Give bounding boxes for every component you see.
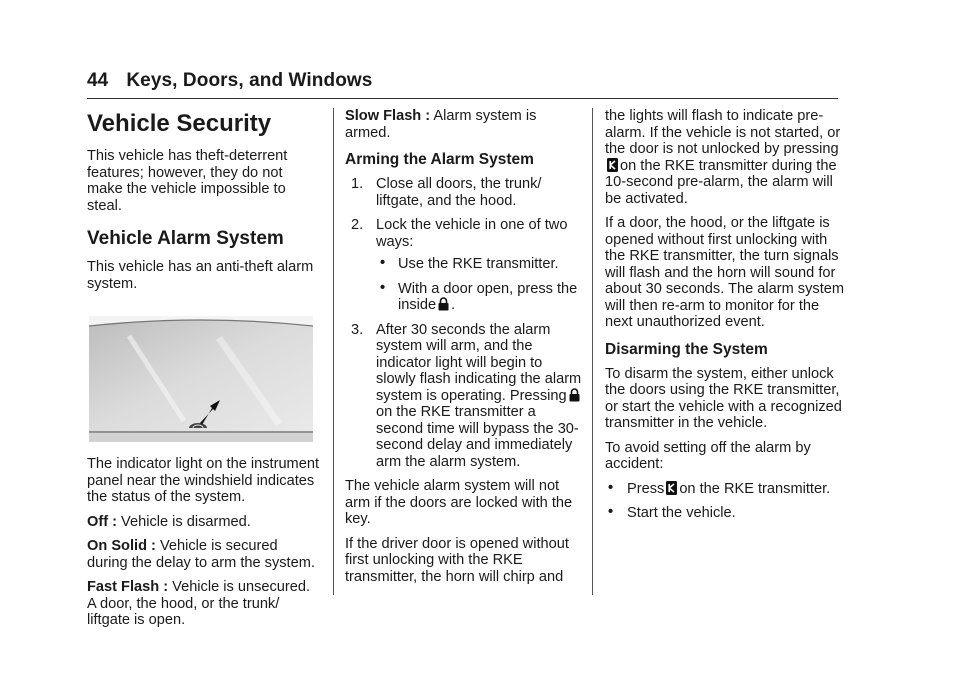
bullet: •	[608, 504, 614, 520]
status-slow-flash	[345, 108, 585, 141]
list-item	[605, 505, 845, 522]
step-number: 3.	[351, 321, 364, 338]
bullet-text: With a door open, press the inside	[398, 280, 578, 313]
lock-icon	[438, 297, 449, 311]
paragraph-pre-alarm	[605, 108, 845, 207]
paragraph-disarm: To disarm the system, either unlock the doors using the RKE transmitter, or start the vehicle with a recognized transmitter in the vehicle.	[605, 365, 842, 431]
bullet-text: Start the vehicle.	[627, 505, 736, 521]
column-divider	[333, 108, 334, 595]
status-slow-flash-label: Slow Flash :	[345, 108, 431, 124]
step-text: Lock the vehicle in one of two ways:	[376, 217, 568, 250]
status-fast-flash-text: Vehicle is unsecured. A door, the hood, or the trunk/ liftgate is open.	[87, 579, 311, 628]
heading-vehicle-security: Vehicle Security	[87, 110, 272, 137]
list-item	[345, 176, 585, 209]
paragraph-theft-deterrent: This vehicle has theft-deterrent features; however, they do not make the vehicle impossible to steal.	[87, 148, 288, 214]
lock-icon	[569, 388, 580, 402]
list-item	[345, 322, 585, 471]
windshield-indicator-illustration	[89, 316, 313, 442]
bullet: •	[608, 479, 614, 496]
paragraph-driver-door: If the driver door is opened without first unlocking with the RKE transmitter, the horn will chirp and	[345, 535, 569, 585]
status-fast-flash-label: Fast Flash :	[87, 579, 169, 595]
status-off-text: Vehicle is disarmed.	[117, 513, 251, 530]
paragraph-hood-opened: If a door, the hood, or the liftgate is opened without first unlocking with the RKE transmitter, the turn signals will flash and the horn will sound for about 30 seconds. The alarm system will then re-arm to monitor for the next unauthorized event.	[605, 215, 845, 330]
column-left	[87, 108, 322, 637]
step-number: 2.	[351, 217, 364, 233]
step-text-end: on the RKE transmitter a second time will bypass the 30-second delay and immediately arm the alarm system.	[376, 404, 579, 470]
paragraph-not-arm: The vehicle alarm system will not arm if the doors are locked with the key.	[345, 478, 573, 527]
step-number: 1.	[351, 176, 364, 192]
list-item	[376, 256, 585, 273]
status-on-solid-label: On Solid :	[87, 538, 156, 554]
status-slow-flash-text: Alarm system is armed.	[345, 108, 537, 141]
list-item	[605, 481, 845, 498]
bullet-text: Use the RKE transmitter.	[398, 256, 559, 272]
bullet-text: Press	[627, 480, 665, 497]
column-right	[605, 108, 845, 530]
unlock-icon	[607, 158, 618, 172]
status-off	[87, 514, 322, 531]
column-middle	[345, 108, 585, 593]
status-on-solid	[87, 538, 322, 571]
heading-disarming: Disarming the System	[605, 340, 768, 358]
paragraph-pre-alarm-start: the lights will flash to indicate pre-alarm. If the vehicle is not started, or the door is not unlocked by pressing	[605, 108, 841, 157]
paragraph-pre-alarm-end: on the RKE transmitter during the 10-second pre-alarm, the alarm will be activated.	[605, 157, 837, 207]
bullet: •	[380, 255, 386, 271]
bullet-text-end: .	[451, 297, 456, 313]
section-title: Keys, Doors, and Windows	[126, 70, 373, 91]
status-on-solid-text: Vehicle is secured during the delay to arm the system.	[87, 538, 315, 571]
paragraph-indicator-light: The indicator light on the instrument panel near the windshield indicates the status of the system.	[87, 456, 320, 505]
heading-arming-alarm: Arming the Alarm System	[345, 151, 534, 168]
step-text: After 30 seconds the alarm system will arm, and the indicator light will begin to slowly flash indicating the alarm system is operating. Pressing	[376, 321, 582, 404]
lock-methods	[376, 256, 585, 314]
bullet-text-end: on the RKE transmitter.	[679, 480, 831, 497]
column-divider	[592, 108, 593, 595]
paragraph-anti-theft: This vehicle has an anti-theft alarm system.	[87, 259, 314, 292]
bullet: •	[380, 279, 386, 296]
list-item	[345, 217, 585, 314]
status-off-label: Off :	[87, 513, 117, 530]
page-number: 44	[87, 70, 109, 91]
paragraph-avoid-alarm: To avoid setting off the alarm by accident:	[605, 439, 811, 472]
arming-steps	[345, 176, 585, 470]
list-item	[376, 281, 585, 314]
page-header	[87, 70, 372, 92]
step-text: Close all doors, the trunk/ liftgate, and the hood.	[376, 176, 542, 209]
header-rule	[87, 98, 838, 99]
heading-vehicle-alarm-system: Vehicle Alarm System	[87, 228, 284, 249]
unlock-icon	[666, 481, 677, 495]
status-fast-flash	[87, 579, 322, 629]
